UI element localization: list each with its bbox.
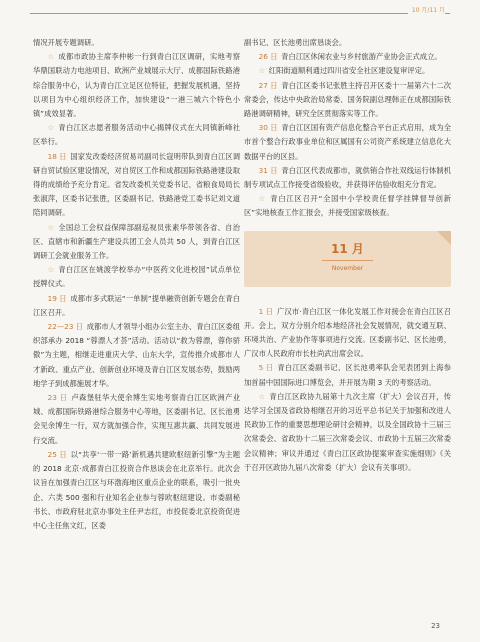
header-rule (30, 13, 450, 14)
entry-text: 青白江区志愿者服务活动中心揭牌仪式在大同镇新峰社区举行。 (33, 123, 240, 147)
entry-text: 青白江区委副书记、区长池勇率队会见表团到上海参加首届中国国际进口博览会，并开展为期 3 天的考察活动。 (244, 363, 451, 387)
star-bullet-icon: ☆ (258, 391, 266, 401)
entry-paragraph (244, 305, 451, 362)
month-banner (244, 231, 451, 287)
entry-text: 青白江区委书记张胜主持召开区委十一届第六十二次常委会，传达中央政治局常委、国务院副总理韩正在成都国际铁路港调研精神，研究全区贯彻落实等工作。 (244, 80, 451, 119)
star-bullet-icon: ☆ (258, 194, 266, 204)
star-bullet-icon: ☆ (47, 265, 55, 275)
entry-paragraph (33, 448, 240, 533)
right-column-november (244, 305, 451, 475)
entry-text: 青白江区代表成都市，就供销合作社双线运行体制机制专项试点工作接受省级验收，并获得评估验收组充分肯定。 (244, 165, 451, 190)
entry-date: 22—23 日 (47, 322, 84, 332)
entry-paragraph (244, 192, 451, 220)
star-bullet-icon: ☆ (47, 222, 55, 232)
entry-text: 成都市人才领导小组办公室主办、青白江区委组织部承办 2018 “蓉漂人才荟”活动。活动以“救为蓉漂，蓉你骄傲”为主题，相继走进重庆大学、山东大学，宣传推介成都市人才新政、重点产业、创新创业环境及青白江区发展态势，鼓励两地学子到成都施展才华。 (33, 322, 241, 388)
star-bullet-icon: ☆ (47, 52, 55, 62)
entry-date: 26 日 (258, 52, 278, 62)
entry-date: 23 日 (47, 393, 68, 403)
entry-text: 成都市多式联运“一单制”提单融资创新专题会在青白江区召开。 (33, 293, 241, 317)
right-column-october (244, 36, 451, 221)
entry-text: 广汉市·青白江区一体化发展工作对接会在青白江区召开。会上，双方分别介绍本地经济社会发展情况，就交通互联、环境共治、产业协作等事项进行交流。区委副书记、区长池勇，广汉市人民政府市长杜尚武出席会议。 (244, 306, 451, 359)
page-number: 23 (431, 622, 440, 630)
month-divider (322, 260, 373, 261)
entry-text: 以“共享‘一带一路’新机遇共建欧枢纽新引擎”为主题的 2018 北京·成都青白江投资合作恳谈会在北京举行。此次会议旨在加强青白江区与环渤海地区重点企业的联系，吸引一批央企、六类 500 强和行业知名企业参与蓉欧枢纽建设。市委副秘书长、市政府驻北京办事处主任尹志红，市投促委北京投资促进中心主任焦文红，区委 (33, 449, 240, 530)
entry-date: 19 日 (47, 293, 67, 303)
entry-text: 副书记、区长池勇出席恳谈会。 (244, 38, 347, 47)
entry-paragraph (33, 150, 240, 221)
running-header: 10 月/11 月 (408, 5, 445, 14)
entry-date: 31 日 (258, 165, 278, 175)
entry-paragraph (33, 292, 240, 320)
entry-date: 5 日 (258, 363, 274, 373)
entry-text: 全国总工会权益保障部副巡视员张素华带领各省、自治区、直辖市和新疆生产建设兵团工会人员共 50 人，到青白江区调研工会就业服务工作。 (33, 222, 240, 261)
entry-date: 27 日 (258, 80, 278, 90)
entry-text: 青白江区召开“全国中小学校责任督学挂牌督导创新区”实地核查工作汇报会，并接受国家级核查。 (244, 194, 452, 218)
entry-paragraph (244, 121, 451, 164)
entry-paragraph (244, 64, 451, 78)
entry-paragraph (33, 221, 240, 264)
month-title: 11 月 (331, 241, 364, 256)
entry-text: 成都市政协主席李仲彬一行到青白江区调研，实地考察华鼎国联动力电池项目、欧洲产业城展示大厅、成都国际铁路港综合服务中心，认为青白江立足区位特征，把握发展机遇，坚持以项目为中心组织经济工作，加快建设“一港三城六个特色小镇”成效显著。 (33, 52, 240, 119)
month-subtitle: November (331, 264, 364, 272)
entry-text: 青白江区国有资产信息化整合平台正式启用，成为全市首个整合行政事业单位和区属国有公司资产系统建立信息化大数据平台的区县。 (244, 123, 451, 161)
entry-text: 情况开展专题调研。 (33, 38, 99, 47)
entry-paragraph (244, 50, 451, 64)
entry-paragraph (33, 36, 240, 50)
entry-text: 青白江区政协九届第十九次主席（扩大）会议召开，传达学习全国及省政协相继召开的习近平总书记关于加强和改进人民政协工作的重要思想理论研讨会精神，以及全国政协十三届三次常委会、省政协十二届三次常委会议、市政协十五届三次常委会议精神；审议并通过《青白江区政协提案审查实施细则》《关于召开区政协九届八次常委（扩大）会议有关事项》。 (244, 391, 451, 472)
right-column (244, 36, 451, 475)
entry-paragraph (33, 320, 240, 391)
star-bullet-icon: ☆ (47, 123, 55, 133)
entry-paragraph (33, 263, 240, 291)
entry-paragraph (244, 36, 451, 50)
entry-text: 国家发改委经济贸易司副司长寇明带队到青白江区调研自贸试验区建设情况，对自贸区工作和成都国际铁路港建设取得的成绩给予充分肯定。省发改委机关党委书记、省粮食局局长张淑萍，区委书记张胜，区委副书记、铁路港党工委书记刘文道陪同调研。 (33, 151, 240, 218)
entry-paragraph (33, 391, 240, 448)
left-column (33, 36, 240, 533)
entry-text: 卢森堡驻华大使余博生实地考察青白江区欧洲产业城、成都国际铁路港综合服务中心等地，区委副书记、区长池勇会见余博生一行，双方就加强合作，实现互惠共赢、共同发展进行交流。 (33, 393, 241, 445)
entry-paragraph (244, 79, 451, 122)
entry-paragraph (33, 121, 240, 149)
entry-text: 红阳街道顺利通过四川省安全社区建设复审评定。 (268, 66, 430, 76)
entry-paragraph (244, 164, 451, 192)
entry-date: 25 日 (47, 449, 67, 459)
entry-text: 青白江区休闲农业与乡村旅游产业协会正式成立。 (281, 52, 442, 62)
entry-paragraph (244, 390, 451, 475)
entry-date: 30 日 (258, 123, 278, 133)
entry-text: 青白江区在姚渡学校举办“中医药文化进校园”试点单位授牌仪式。 (33, 265, 240, 289)
entry-date: 18 日 (47, 151, 67, 161)
entry-date: 1 日 (258, 306, 274, 316)
star-bullet-icon: ☆ (258, 66, 266, 76)
entry-paragraph (244, 361, 451, 389)
entry-paragraph (33, 50, 240, 121)
